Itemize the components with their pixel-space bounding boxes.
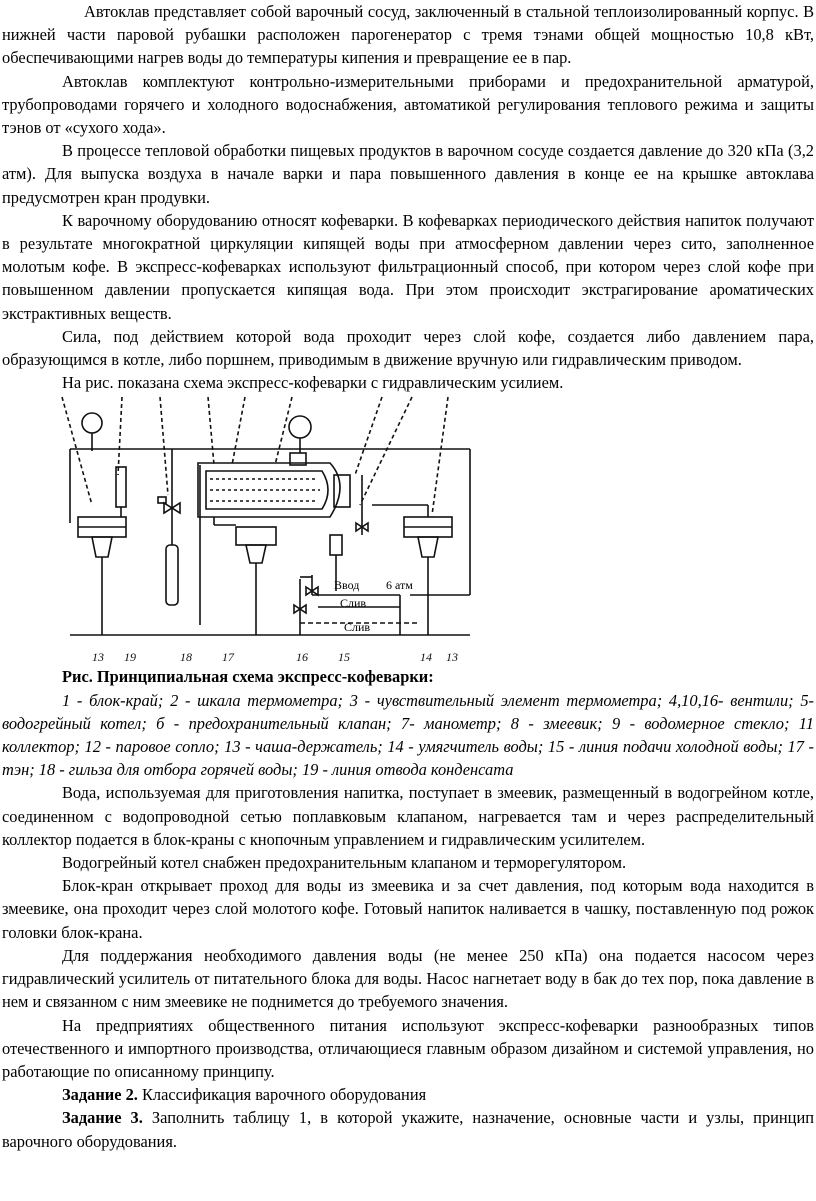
paragraph-block-crane: Блок-кран открывает проход для воды из змеевика и за счет давления, под которым вода находится в змеевике, она проходит через слой молотого кофе. Готовый напиток наливается в чашку, поставленную под рожок головки блок-крана. (2, 876, 814, 942)
number-label: 14 (420, 650, 432, 665)
task-3 (2, 1106, 814, 1152)
task-3-text: Заполнить таблицу 1, в которой укажите, назначение, основные части и узлы, принцип варочного оборудования. (2, 1108, 815, 1151)
number-label: 17 (222, 650, 234, 665)
number-label: 13 (446, 650, 458, 665)
leader-line (432, 397, 448, 515)
task-2-label: Задание 2. (62, 1085, 138, 1105)
number-label: 18 (180, 650, 192, 665)
text-top (0, 0, 816, 394)
leader-line (208, 397, 214, 465)
coffee-machine-schematic (0, 395, 816, 665)
number-label: 19 (124, 650, 136, 665)
paragraph-autoclave-pressure: В процессе тепловой обработки пищевых продуктов в варочном сосуде создается давление до 320 кПа (3,2 атм). Для выпуска воздуха в начале варки и пара повышенного давления в конце ее на крышке автоклава предусмотрен кран продувки. (2, 141, 814, 207)
paragraph-figure-intro: На рис. показана схема экспресс-кофеварки с гидравлическим усилием. (62, 373, 564, 393)
label-sliv-2: Слив (344, 620, 371, 635)
block-crane-middle (236, 527, 276, 545)
leader-line (118, 397, 122, 475)
paragraph-coffee-makers: К варочному оборудованию относят кофеварки. В кофеварках периодического действия напиток получают в результате многократной циркуляции кипящей воды при атмосферном давлении через сито, заполненное молотым кофе. В экспресс-кофеварках используют фильтрационный способ, при котором через слой кофе при повышенном давлении пропускается кипящая вода. При этом происходит экстрагирование ароматических экстрактивных веществ. (2, 210, 814, 323)
leader-line (232, 397, 245, 465)
paragraph-pressure-pump: Для поддержания необходимого давления воды (не менее 250 кПа) она подается насосом через гидравлический усилитель от питательного блока для воды. Насос нагнетает воду в бак до тех пор, пока давление в нем и связанном с ним змеевике не поднимется до требуемого значения. (2, 945, 814, 1012)
task-2 (2, 1083, 814, 1106)
figure-legend: 1 - блок-край; 2 - шкала термометра; 3 - чувствительный элемент термометра; 4,10,16- вентили; 5- водогрейный котел; б - предохранительный клапан; 7- манометр; 8 - змеевик; 9 - водомерное стекло; 11 коллектор; 12 - паровое сопло; 13 - чаша-держатель; 14 - умягчитель воды; 15 - линия подачи холодной воды; 17 - тэн; 18 - гильза для отбора горячей воды; 19 - линия отвода конденсата (2, 690, 814, 780)
paragraph-autoclave-body: Автоклав представляет собой варочный сосуд, заключенный в стальной теплоизолированный корпус. В нижней части паровой рубашки расположен парогенератор с тремя тэнами общей мощностью 10,8 кВт, обеспечивающими нагрев воды до температуры кипения и превращение ее в пар. (2, 2, 814, 68)
leader-line (355, 397, 382, 475)
schematic-svg (0, 395, 816, 665)
leader-line (360, 397, 412, 505)
number-label: 15 (338, 650, 350, 665)
sleeve-18 (166, 545, 178, 605)
task-2-text: Классификация варочного оборудования (137, 1085, 427, 1105)
paragraph-water-flow: Вода, используемая для приготовления напитка, поступает в змеевик, размещенный в водогрейном котле, соединенном с водопроводной сетью поплавковым клапаном, нагревается там и через распределительный коллектор подается в блок-краны с кнопочным управлением и гидравлическим усилителем. (2, 783, 814, 849)
paragraph-autoclave-equipment: Автоклав комплектуют контрольно-измерительными приборами и предохранительной арматурой, трубопроводами горячего и холодного водоснабжения, автоматикой регулирования теплового режима и защиты тэнов от «сухого хода». (2, 71, 814, 138)
label-atm: 6 атм (386, 578, 413, 593)
paragraph-force: Сила, под действием которой вода проходит через слой кофе, создается либо давлением пара, образующимся в котле, либо поршнем, приводимым в движение вручную или гидравлическим приводом. (2, 326, 814, 370)
figure-caption-title: Рис. Принципиальная схема экспресс-кофеварки: (62, 667, 434, 687)
caption-block (0, 665, 816, 781)
gauge-left (82, 413, 102, 433)
text-bottom (0, 781, 816, 1152)
label-sliv-1: Слив (340, 596, 367, 611)
number-label: 16 (296, 650, 308, 665)
task-3-label: Задание 3. (62, 1108, 143, 1128)
paragraph-enterprises: На предприятиях общественного питания используют экспресс-кофеварки разнообразных типов отечественного и импортного производства, отличающиеся главным образом дизайном и системой управления, но работающие по описанному принципу. (2, 1015, 814, 1081)
paragraph-boiler-valve: Водогрейный котел снабжен предохранительным клапаном и терморегулятором. (62, 853, 627, 873)
manometer (289, 416, 311, 438)
valve-box (330, 535, 342, 555)
leader-line (160, 397, 168, 495)
label-vvod: Ввод (334, 578, 360, 593)
number-label: 13 (92, 650, 104, 665)
